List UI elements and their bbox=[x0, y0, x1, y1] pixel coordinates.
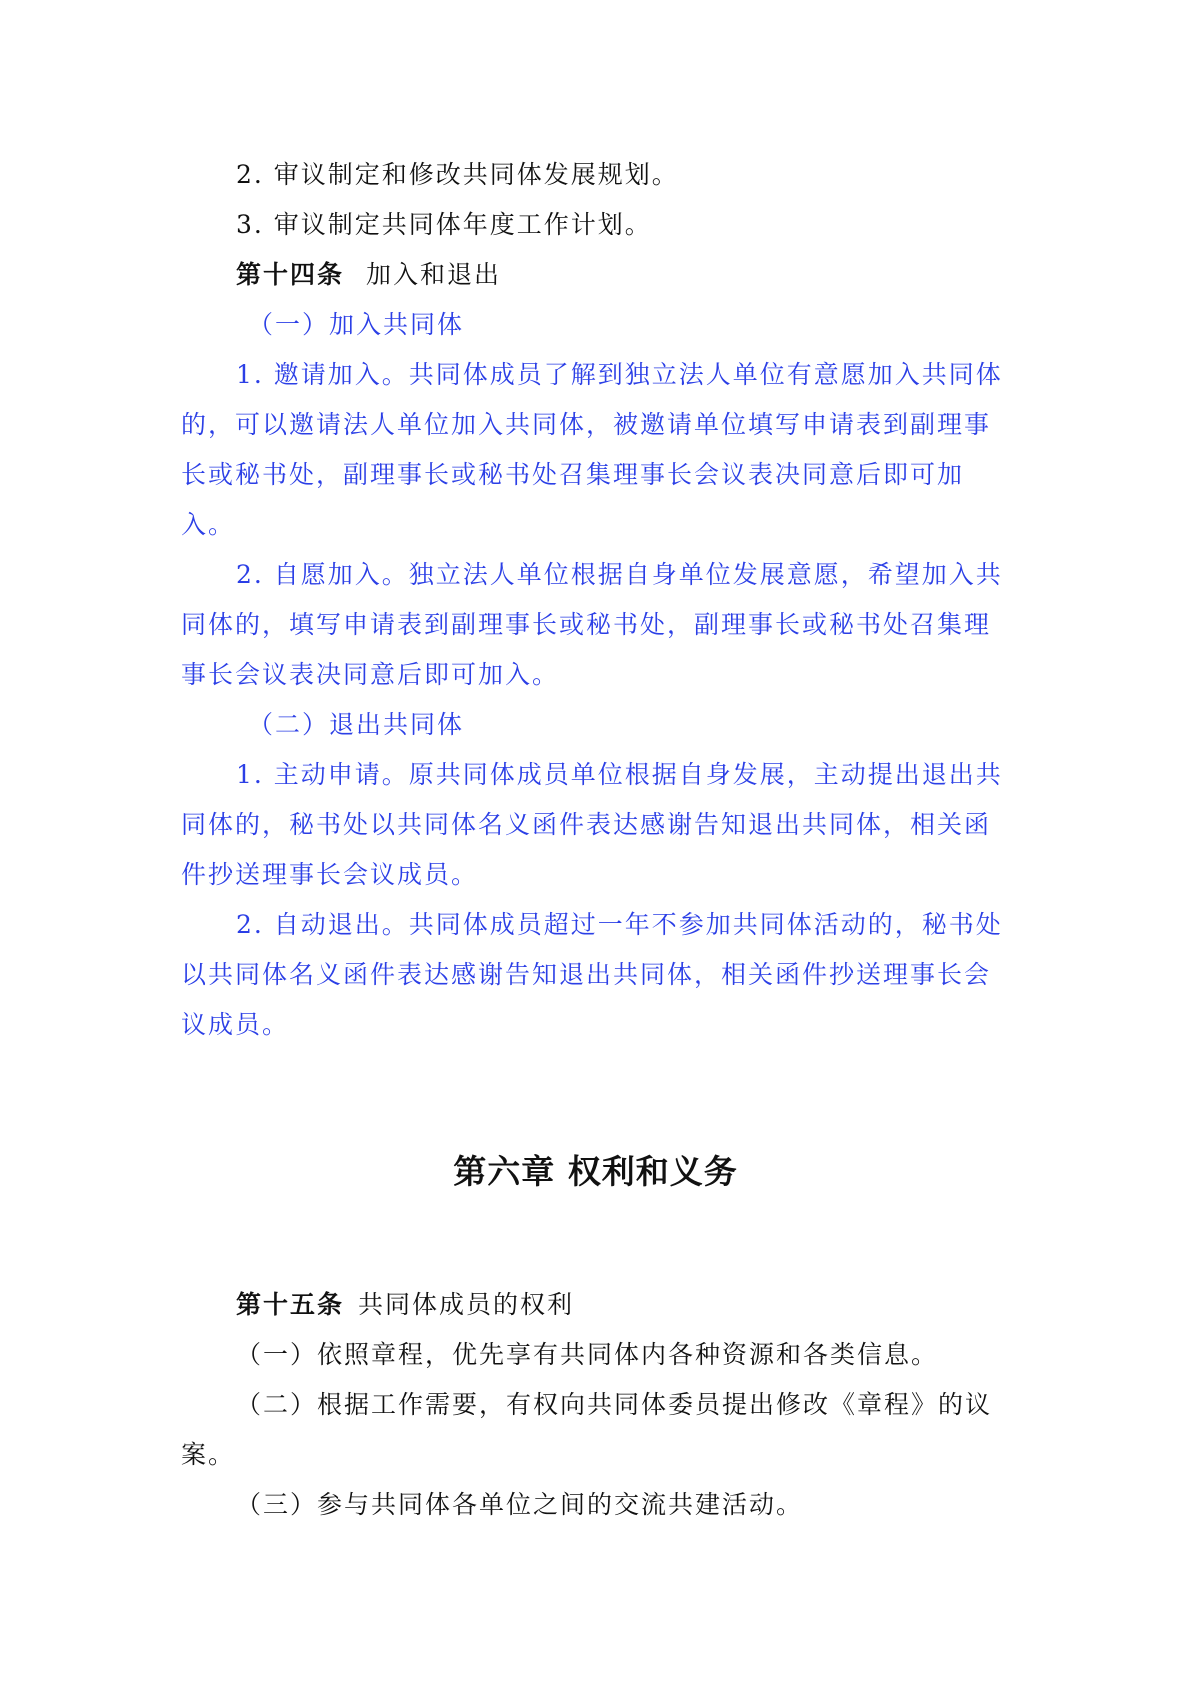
join-item1-line1: 1. 邀请加入。共同体成员了解到独立法人单位有意愿加入共同体 bbox=[236, 360, 1003, 389]
join-item2-line2: 同体的，填写申请表到副理事长或秘书处，副理事长或秘书处召集理 bbox=[181, 610, 992, 639]
join-item1-line4: 入。 bbox=[181, 510, 236, 539]
article15-title: 共同体成员的权利 bbox=[358, 1290, 575, 1319]
exit-item2-line2: 以共同体名义函件表达感谢告知退出共同体，相关函件抄送理事长会 bbox=[181, 960, 992, 989]
article14-heading bbox=[236, 260, 501, 290]
join-item2-line1: 2. 自愿加入。独立法人单位根据自身单位发展意愿，希望加入共 bbox=[236, 560, 1003, 589]
exit-item1-line3: 件抄送理事长会议成员。 bbox=[181, 860, 479, 889]
exit-item2-line1: 2. 自动退出。共同体成员超过一年不参加共同体活动的，秘书处 bbox=[236, 910, 1003, 939]
join-item1-line2: 的，可以邀请法人单位加入共同体，被邀请单位填写申请表到副理事 bbox=[181, 410, 992, 439]
exit-item1-line1: 1. 主动申请。原共同体成员单位根据自身发展，主动提出退出共 bbox=[236, 760, 1003, 789]
article15-item-1: （一）依照章程，优先享有共同体内各种资源和各类信息。 bbox=[236, 1340, 939, 1369]
join-heading: （一）加入共同体 bbox=[248, 310, 465, 339]
article15-label: 第十五条 bbox=[236, 1290, 345, 1319]
exit-heading: （二）退出共同体 bbox=[248, 710, 465, 739]
chapter-title: 第六章 权利和义务 bbox=[453, 1152, 738, 1191]
exit-item1-line2: 同体的，秘书处以共同体名义函件表达感谢告知退出共同体，相关函 bbox=[181, 810, 992, 839]
join-item1-line3: 长或秘书处，副理事长或秘书处召集理事长会议表决同意后即可加 bbox=[181, 460, 965, 489]
article13-item-2: 2. 审议制定和修改共同体发展规划。 bbox=[236, 160, 679, 189]
article15-item-2-line2: 案。 bbox=[181, 1440, 236, 1469]
article15-item-2-line1: （二）根据工作需要，有权向共同体委员提出修改《章程》的议 bbox=[236, 1390, 993, 1419]
article15-item-3: （三）参与共同体各单位之间的交流共建活动。 bbox=[236, 1490, 804, 1519]
article14-label: 第十四条 bbox=[236, 260, 345, 289]
article15-heading bbox=[236, 1290, 574, 1320]
article13-item-3: 3. 审议制定共同体年度工作计划。 bbox=[236, 210, 652, 239]
join-item2-line3: 事长会议表决同意后即可加入。 bbox=[181, 660, 560, 689]
exit-item2-line3: 议成员。 bbox=[181, 1010, 290, 1039]
article14-title: 加入和退出 bbox=[366, 260, 502, 289]
